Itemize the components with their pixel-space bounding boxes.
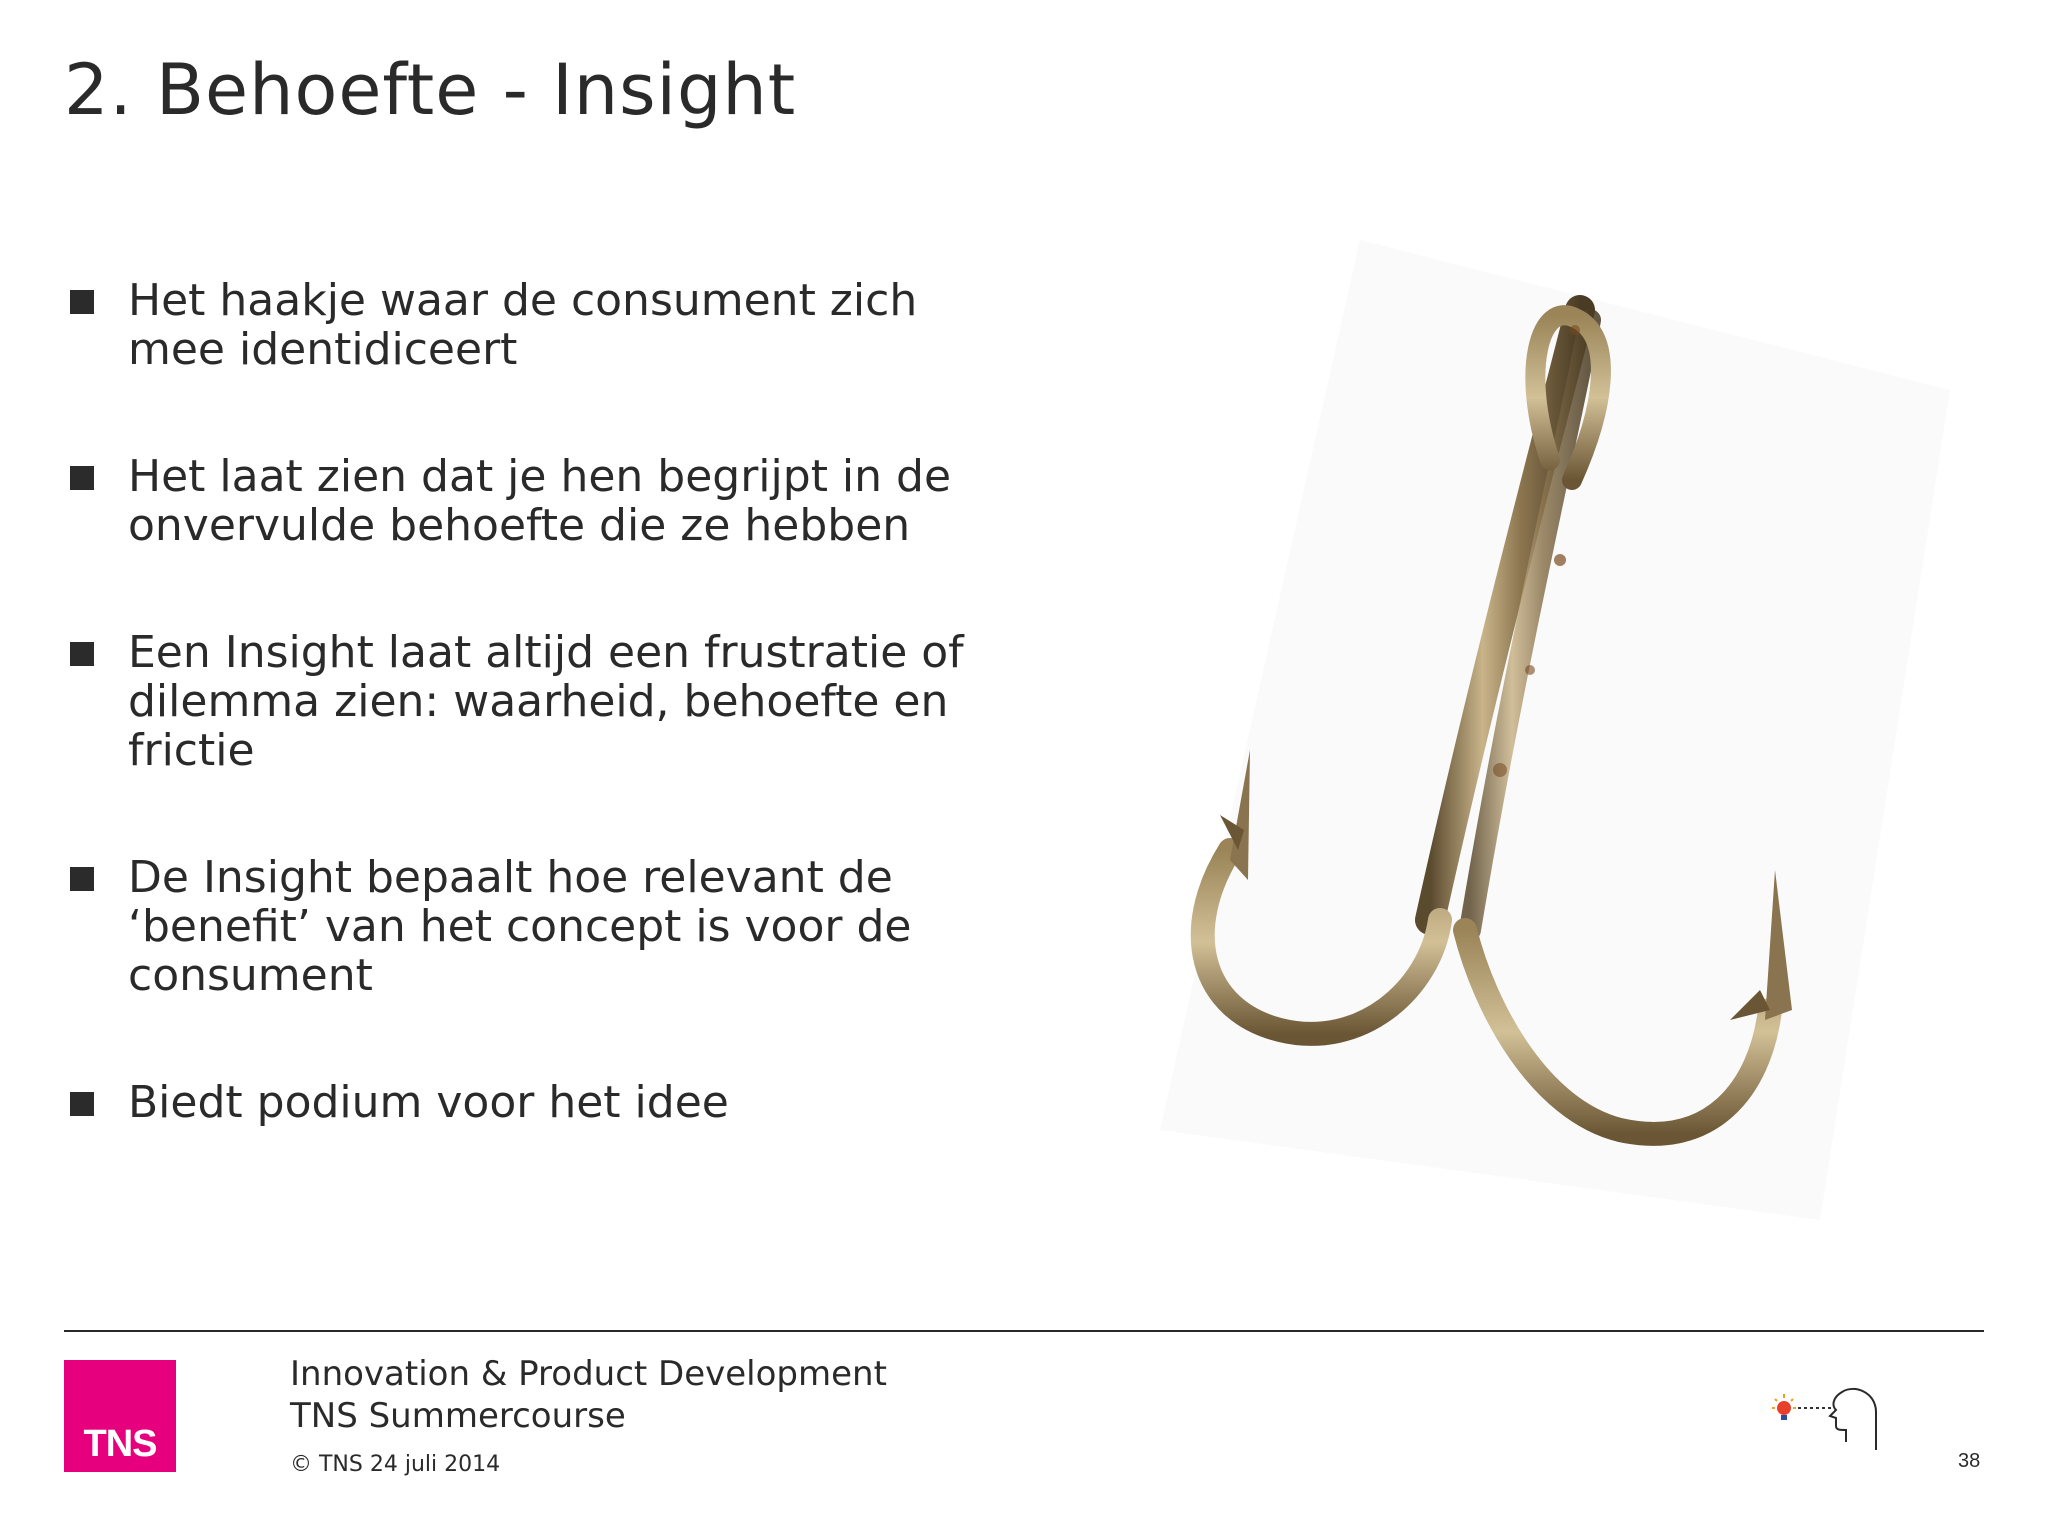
bullet-text: Biedt podium voor het idee <box>128 1077 729 1128</box>
bullet-square-icon <box>70 1092 94 1116</box>
tns-logo-text: TNS <box>83 1423 157 1465</box>
fishing-hook-image <box>1120 230 1960 1220</box>
bullet-square-icon <box>70 466 94 490</box>
footer-course-title: Innovation & Product Development <box>290 1354 887 1394</box>
lightbulb-head-icon <box>1766 1382 1900 1452</box>
bullet-text: Het haakje waar de consument zich mee identidiceert <box>128 275 918 375</box>
slide-title: 2. Behoefte - Insight <box>64 49 797 131</box>
bullet-text: De Insight bepaalt hoe relevant de ‘benefit’ van het concept is voor de consument <box>128 852 912 1001</box>
tns-logo <box>64 1360 176 1472</box>
bullet-item <box>68 853 1028 1000</box>
footer-course-name: TNS Summercourse <box>290 1396 626 1436</box>
footer-divider <box>64 1330 1984 1332</box>
bullet-text: Het laat zien dat je hen begrijpt in de onvervulde behoefte die ze hebben <box>128 451 952 551</box>
bullet-text: Een Insight laat altijd een frustratie of dilemma zien: waarheid, behoefte en frictie <box>128 627 964 776</box>
bullet-list <box>68 276 1028 1205</box>
bullet-square-icon <box>70 642 94 666</box>
page-number: 38 <box>1958 1450 1981 1472</box>
bullet-item <box>68 1078 1028 1127</box>
footer-copyright: © TNS 24 juli 2014 <box>290 1452 501 1477</box>
bullet-square-icon <box>70 290 94 314</box>
bullet-item <box>68 276 1028 374</box>
bullet-item <box>68 452 1028 550</box>
bullet-square-icon <box>70 867 94 891</box>
bullet-item <box>68 628 1028 775</box>
